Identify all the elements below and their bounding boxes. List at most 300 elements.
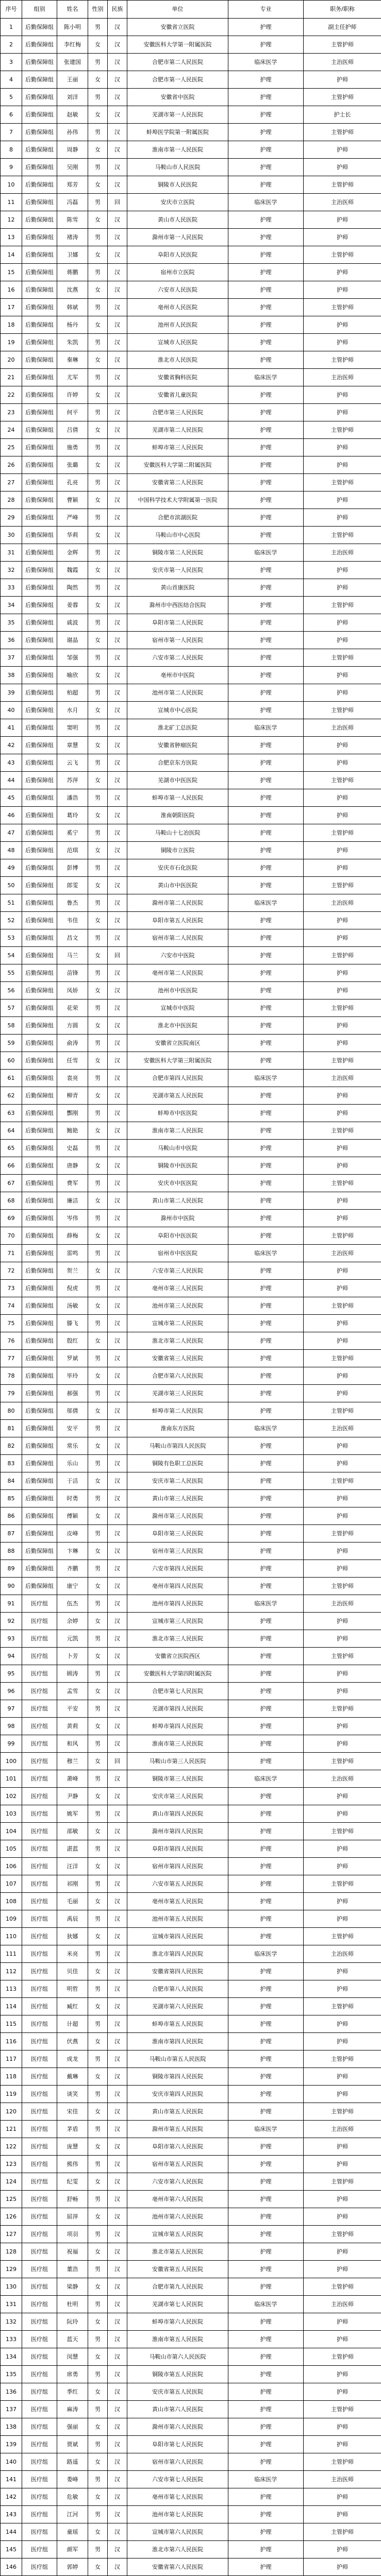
cell-specialty: 护理 (228, 2050, 304, 2068)
cell-ethnicity: 汉 (108, 894, 127, 912)
cell-title: 护师 (304, 1735, 381, 1753)
cell-index: 94 (1, 1648, 22, 1665)
cell-unit: 滁州市第五人民医院 (127, 2121, 228, 2138)
cell-specialty: 护理 (228, 2226, 304, 2243)
cell-index: 114 (1, 1998, 22, 2015)
cell-index: 4 (1, 71, 22, 89)
table-row (1, 597, 381, 614)
table-row (1, 2471, 381, 2488)
cell-ethnicity: 汉 (108, 1367, 127, 1385)
table-row (1, 1875, 381, 1893)
cell-specialty: 护理 (228, 1683, 304, 1700)
cell-specialty: 护理 (228, 632, 304, 649)
cell-group: 医疗组 (22, 1998, 57, 2015)
cell-group: 医疗组 (22, 2033, 57, 2050)
table-row (1, 842, 381, 859)
header-name: 姓名 (57, 1, 88, 19)
cell-specialty: 护理 (228, 947, 304, 964)
cell-name: 乐山 (57, 1455, 88, 1472)
cell-group: 后勤保障组 (22, 1315, 57, 1332)
cell-name: 尹静 (57, 1788, 88, 1805)
cell-name: 韦佳 (57, 912, 88, 929)
cell-gender: 女 (88, 2208, 108, 2226)
cell-unit: 马鞍山市第六人民医院 (127, 2348, 228, 2366)
table-row (1, 1648, 381, 1665)
cell-gender: 男 (88, 579, 108, 597)
table-row (1, 772, 381, 789)
cell-unit: 合肥市第六人民医院 (127, 1367, 228, 1385)
table-row (1, 877, 381, 894)
cell-unit: 池州市第六人民医院 (127, 2208, 228, 2226)
cell-gender: 女 (88, 1052, 108, 1070)
cell-unit: 铜陵市中医医院 (127, 1157, 228, 1175)
cell-ethnicity: 汉 (108, 1963, 127, 1980)
cell-index: 73 (1, 1280, 22, 1297)
cell-ethnicity: 汉 (108, 2191, 127, 2208)
table-row (1, 194, 381, 211)
cell-ethnicity: 汉 (108, 579, 127, 597)
cell-unit: 安徽省立医院南区 (127, 1035, 228, 1052)
cell-group: 医疗组 (22, 2401, 57, 2418)
cell-ethnicity: 汉 (108, 702, 127, 719)
cell-title: 护师 (304, 492, 381, 509)
cell-index: 142 (1, 2488, 22, 2506)
cell-index: 25 (1, 439, 22, 456)
cell-ethnicity: 汉 (108, 842, 127, 859)
cell-group: 后勤保障组 (22, 492, 57, 509)
cell-title: 护师 (304, 789, 381, 807)
cell-index: 145 (1, 2541, 22, 2558)
table-row (1, 824, 381, 842)
cell-unit: 铜陵市第三人民医院 (127, 1770, 228, 1788)
cell-index: 134 (1, 2348, 22, 2366)
cell-name: 杜明 (57, 2296, 88, 2313)
cell-ethnicity: 汉 (108, 1543, 127, 1560)
cell-name: 梁静 (57, 2278, 88, 2296)
cell-index: 54 (1, 947, 22, 964)
cell-specialty: 护理 (228, 1823, 304, 1840)
cell-specialty: 临床医学 (228, 2121, 304, 2138)
header-gender: 性别 (88, 1, 108, 19)
cell-ethnicity: 汉 (108, 982, 127, 999)
cell-name: 计超 (57, 2015, 88, 2033)
cell-unit: 合肥京东方医院 (127, 754, 228, 772)
cell-index: 67 (1, 1175, 22, 1192)
cell-name: 吴刚 (57, 159, 88, 176)
cell-gender: 男 (88, 1280, 108, 1297)
cell-index: 7 (1, 124, 22, 141)
cell-index: 64 (1, 1122, 22, 1140)
cell-ethnicity: 汉 (108, 964, 127, 982)
cell-specialty: 护理 (228, 2156, 304, 2173)
cell-index: 40 (1, 702, 22, 719)
cell-ethnicity: 汉 (108, 492, 127, 509)
cell-title: 主治医师 (304, 1420, 381, 1437)
cell-group: 医疗组 (22, 1718, 57, 1735)
cell-group: 后勤保障组 (22, 19, 57, 36)
cell-gender: 男 (88, 1140, 108, 1157)
table-row (1, 1735, 381, 1753)
cell-title: 主管护师 (304, 246, 381, 264)
cell-title: 主治医师 (304, 544, 381, 562)
cell-unit: 安徽医科大学第三附属医院 (127, 1052, 228, 1070)
cell-specialty: 护理 (228, 2086, 304, 2103)
table-row (1, 894, 381, 912)
cell-specialty: 临床医学 (228, 1245, 304, 1262)
cell-name: 谈笑 (57, 2086, 88, 2103)
cell-ethnicity: 汉 (108, 106, 127, 124)
cell-index: 132 (1, 2313, 22, 2331)
cell-ethnicity: 汉 (108, 159, 127, 176)
cell-name: 章慧 (57, 737, 88, 754)
cell-gender: 男 (88, 89, 108, 106)
cell-ethnicity: 汉 (108, 2488, 127, 2506)
cell-specialty: 护理 (228, 316, 304, 334)
table-row (1, 1157, 381, 1175)
cell-gender: 男 (88, 824, 108, 842)
cell-ethnicity: 汉 (108, 176, 127, 194)
cell-title: 护师 (304, 1140, 381, 1157)
table-row (1, 1718, 381, 1735)
table-row (1, 2103, 381, 2121)
cell-index: 46 (1, 807, 22, 824)
cell-gender: 女 (88, 2558, 108, 2576)
cell-index: 75 (1, 1315, 22, 1332)
cell-name: 方圆 (57, 1017, 88, 1035)
cell-group: 后勤保障组 (22, 36, 57, 54)
cell-index: 5 (1, 89, 22, 106)
cell-gender: 男 (88, 1105, 108, 1122)
cell-index: 92 (1, 1613, 22, 1630)
cell-name: 柏超 (57, 684, 88, 702)
cell-gender: 男 (88, 2331, 108, 2348)
cell-unit: 安庆市中医医院 (127, 1175, 228, 1192)
cell-index: 81 (1, 1420, 22, 1437)
cell-index: 136 (1, 2383, 22, 2401)
cell-ethnicity: 汉 (108, 1858, 127, 1875)
cell-title: 护师 (304, 1683, 381, 1700)
cell-specialty: 护理 (228, 789, 304, 807)
cell-title: 主管护师 (304, 2523, 381, 2541)
cell-specialty: 护理 (228, 2015, 304, 2033)
cell-name: 王丽 (57, 71, 88, 89)
cell-gender: 女 (88, 36, 108, 54)
cell-name: 余婷 (57, 1613, 88, 1630)
cell-specialty: 护理 (228, 1805, 304, 1823)
cell-group: 后勤保障组 (22, 334, 57, 351)
cell-unit: 黄山市第五人民医院 (127, 2103, 228, 2121)
cell-title: 主管护师 (304, 1402, 381, 1420)
cell-group: 医疗组 (22, 1963, 57, 1980)
cell-title: 护师 (304, 912, 381, 929)
cell-index: 72 (1, 1262, 22, 1280)
cell-name: 萧峰 (57, 1770, 88, 1788)
table-row (1, 2401, 381, 2418)
cell-title: 护师 (304, 2313, 381, 2331)
cell-name: 罗斌 (57, 1350, 88, 1367)
cell-title: 主管护师 (304, 1648, 381, 1665)
cell-unit: 马鞍山市中医院 (127, 1140, 228, 1157)
cell-ethnicity: 汉 (108, 474, 127, 492)
cell-group: 后勤保障组 (22, 684, 57, 702)
cell-name: 和风 (57, 1735, 88, 1753)
cell-name: 费军 (57, 1175, 88, 1192)
cell-specialty: 护理 (228, 2558, 304, 2576)
cell-ethnicity: 回 (108, 1753, 127, 1770)
cell-unit: 亳州市第七人民医院 (127, 2488, 228, 2506)
cell-ethnicity: 汉 (108, 2331, 127, 2348)
cell-index: 11 (1, 194, 22, 211)
cell-title: 主管护师 (304, 2103, 381, 2121)
cell-specialty: 护理 (228, 2208, 304, 2226)
cell-group: 医疗组 (22, 2453, 57, 2471)
cell-title: 护师 (304, 2068, 381, 2086)
cell-specialty: 护理 (228, 1578, 304, 1595)
cell-group: 后勤保障组 (22, 141, 57, 159)
cell-specialty: 护理 (228, 1437, 304, 1455)
cell-gender: 男 (88, 1630, 108, 1648)
cell-title: 主治医师 (304, 719, 381, 737)
table-row (1, 527, 381, 544)
cell-ethnicity: 汉 (108, 667, 127, 684)
cell-unit: 宣城市第四人民医院 (127, 1928, 228, 1945)
cell-unit: 马鞍山市第四人民医院 (127, 1437, 228, 1455)
table-row (1, 1087, 381, 1105)
cell-group: 后勤保障组 (22, 527, 57, 544)
cell-unit: 阜阳市第四人民医院 (127, 1840, 228, 1858)
cell-name: 马兰 (57, 947, 88, 964)
cell-unit: 池州市中医医院 (127, 982, 228, 999)
cell-index: 10 (1, 176, 22, 194)
cell-specialty: 护理 (228, 1753, 304, 1770)
cell-name: 常乐 (57, 1437, 88, 1455)
cell-name: 康宁 (57, 1578, 88, 1595)
cell-title: 护师 (304, 2208, 381, 2226)
cell-title: 护师 (304, 1385, 381, 1402)
cell-name: 童瑶 (57, 2523, 88, 2541)
cell-index: 129 (1, 2261, 22, 2278)
cell-group: 医疗组 (22, 1735, 57, 1753)
cell-name: 史磊 (57, 1140, 88, 1157)
cell-unit: 宿州市第五人民医院 (127, 2156, 228, 2173)
cell-name: 狄娜 (57, 1928, 88, 1945)
cell-index: 17 (1, 299, 22, 316)
cell-index: 116 (1, 2033, 22, 2050)
cell-title: 主管护师 (304, 877, 381, 894)
cell-title: 护师 (304, 229, 381, 246)
cell-title: 主治医师 (304, 2296, 381, 2313)
table-row (1, 246, 381, 264)
cell-name: 金辉 (57, 544, 88, 562)
cell-title: 主治医师 (304, 194, 381, 211)
cell-unit: 宿州市第六人民医院 (127, 2453, 228, 2471)
cell-unit: 滁州市中医院 (127, 1210, 228, 1227)
cell-gender: 男 (88, 474, 108, 492)
cell-gender: 男 (88, 649, 108, 667)
cell-title: 主管护师 (304, 1052, 381, 1070)
cell-group: 医疗组 (22, 2488, 57, 2506)
cell-title: 主管护师 (304, 1998, 381, 2015)
cell-gender: 女 (88, 2453, 108, 2471)
cell-index: 95 (1, 1665, 22, 1683)
cell-title: 护师 (304, 2033, 381, 2050)
cell-specialty: 护理 (228, 1472, 304, 1490)
table-row (1, 2121, 381, 2138)
cell-index: 49 (1, 859, 22, 877)
cell-index: 110 (1, 1928, 22, 1945)
cell-specialty: 护理 (228, 456, 304, 474)
cell-gender: 男 (88, 1525, 108, 1543)
cell-ethnicity: 汉 (108, 1875, 127, 1893)
table-row (1, 509, 381, 527)
cell-specialty: 护理 (228, 912, 304, 929)
cell-index: 29 (1, 509, 22, 527)
cell-group: 后勤保障组 (22, 1367, 57, 1385)
cell-index: 3 (1, 54, 22, 71)
cell-name: 祝福 (57, 2243, 88, 2261)
cell-unit: 合肥市第二人民医院 (127, 54, 228, 71)
table-row (1, 2138, 381, 2156)
cell-specialty: 护理 (228, 649, 304, 667)
cell-group: 医疗组 (22, 2383, 57, 2401)
cell-index: 85 (1, 1490, 22, 1507)
cell-name: 贾斌 (57, 2436, 88, 2453)
cell-group: 医疗组 (22, 1630, 57, 1648)
cell-gender: 女 (88, 1753, 108, 1770)
cell-ethnicity: 汉 (108, 632, 127, 649)
cell-index: 19 (1, 334, 22, 351)
cell-unit: 淮南市第四人民医院 (127, 2033, 228, 2050)
cell-unit: 芜湖市第二人民医院 (127, 421, 228, 439)
cell-ethnicity: 汉 (108, 299, 127, 316)
table-row (1, 1753, 381, 1770)
cell-name: 穆兰 (57, 1753, 88, 1770)
cell-name: 皮峰 (57, 1525, 88, 1543)
cell-group: 医疗组 (22, 1753, 57, 1770)
cell-name: 孙伟 (57, 124, 88, 141)
cell-specialty: 护理 (228, 421, 304, 439)
cell-group: 医疗组 (22, 2436, 57, 2453)
cell-unit: 阜阳市第五人民医院 (127, 912, 228, 929)
cell-name: 顾涛 (57, 1665, 88, 1683)
cell-title: 主管护师 (304, 824, 381, 842)
cell-title: 主管护师 (304, 2401, 381, 2418)
cell-group: 后勤保障组 (22, 1332, 57, 1350)
cell-specialty: 临床医学 (228, 194, 304, 211)
cell-specialty: 护理 (228, 527, 304, 544)
cell-ethnicity: 汉 (108, 2033, 127, 2050)
cell-unit: 阜阳市第七人民医院 (127, 2436, 228, 2453)
table-row (1, 386, 381, 404)
cell-ethnicity: 汉 (108, 1210, 127, 1227)
cell-unit: 安徽医科大学第一附属医院 (127, 36, 228, 54)
cell-title: 主管护师 (304, 1928, 381, 1945)
table-row (1, 1035, 381, 1052)
cell-specialty: 护理 (228, 229, 304, 246)
cell-title: 护师 (304, 2331, 381, 2348)
cell-specialty: 护理 (228, 1543, 304, 1560)
cell-unit: 淮北市第五人民医院 (127, 2243, 228, 2261)
cell-index: 84 (1, 1472, 22, 1490)
cell-group: 后勤保障组 (22, 842, 57, 859)
cell-unit: 蚌埠市中医医院 (127, 1105, 228, 1122)
cell-group: 医疗组 (22, 1770, 57, 1788)
cell-unit: 淮南朝阳医院 (127, 807, 228, 824)
cell-group: 医疗组 (22, 1910, 57, 1928)
cell-gender: 女 (88, 141, 108, 159)
cell-unit: 阜阳市第六人民医院 (127, 2138, 228, 2156)
cell-name: 江河 (57, 2506, 88, 2523)
header-row (1, 1, 381, 19)
cell-unit: 马鞍山市第五人民医院 (127, 2050, 228, 2068)
cell-name: 明哲 (57, 1980, 88, 1998)
cell-gender: 男 (88, 2121, 108, 2138)
cell-unit: 蚌埠市第二人民医院 (127, 1402, 228, 1420)
cell-unit: 池州市第七人民医院 (127, 2506, 228, 2523)
cell-name: 酆刚 (57, 1105, 88, 1122)
cell-specialty: 护理 (228, 877, 304, 894)
cell-specialty: 护理 (228, 1087, 304, 1105)
cell-gender: 男 (88, 719, 108, 737)
cell-group: 后勤保障组 (22, 737, 57, 754)
cell-title: 主管护师 (304, 1700, 381, 1718)
cell-group: 后勤保障组 (22, 351, 57, 369)
cell-ethnicity: 汉 (108, 1928, 127, 1945)
cell-group: 医疗组 (22, 2191, 57, 2208)
cell-ethnicity: 汉 (108, 562, 127, 579)
table-row (1, 1472, 381, 1490)
cell-group: 医疗组 (22, 2471, 57, 2488)
cell-gender: 女 (88, 1367, 108, 1385)
cell-ethnicity: 汉 (108, 1070, 127, 1087)
cell-gender: 女 (88, 246, 108, 264)
cell-index: 47 (1, 824, 22, 842)
cell-title: 护师 (304, 334, 381, 351)
cell-unit: 合肥市第八人民医院 (127, 1980, 228, 1998)
cell-ethnicity: 汉 (108, 229, 127, 246)
cell-unit: 宣城市第五人民医院 (127, 2226, 228, 2243)
table-row (1, 474, 381, 492)
cell-specialty: 护理 (228, 2173, 304, 2191)
cell-specialty: 护理 (228, 1175, 304, 1192)
cell-gender: 男 (88, 964, 108, 982)
table-row (1, 2296, 381, 2313)
cell-index: 9 (1, 159, 22, 176)
cell-name: 屈萍 (57, 2208, 88, 2226)
cell-ethnicity: 汉 (108, 684, 127, 702)
cell-gender: 女 (88, 1893, 108, 1910)
cell-specialty: 护理 (228, 824, 304, 842)
table-row (1, 281, 381, 299)
cell-name: 汪洋 (57, 1858, 88, 1875)
cell-name: 颜军 (57, 2541, 88, 2558)
cell-title: 护师 (304, 2156, 381, 2173)
cell-title: 护师 (304, 439, 381, 456)
cell-specialty: 护理 (228, 386, 304, 404)
cell-index: 82 (1, 1437, 22, 1455)
table-row (1, 456, 381, 474)
cell-ethnicity: 汉 (108, 1140, 127, 1157)
cell-group: 后勤保障组 (22, 421, 57, 439)
cell-index: 112 (1, 1963, 22, 1980)
cell-title: 护师 (304, 1560, 381, 1578)
cell-specialty: 护理 (228, 2541, 304, 2558)
table-row (1, 1350, 381, 1367)
cell-group: 后勤保障组 (22, 999, 57, 1017)
cell-unit: 亳州市中医院 (127, 667, 228, 684)
cell-ethnicity: 汉 (108, 2050, 127, 2068)
cell-group: 后勤保障组 (22, 456, 57, 474)
